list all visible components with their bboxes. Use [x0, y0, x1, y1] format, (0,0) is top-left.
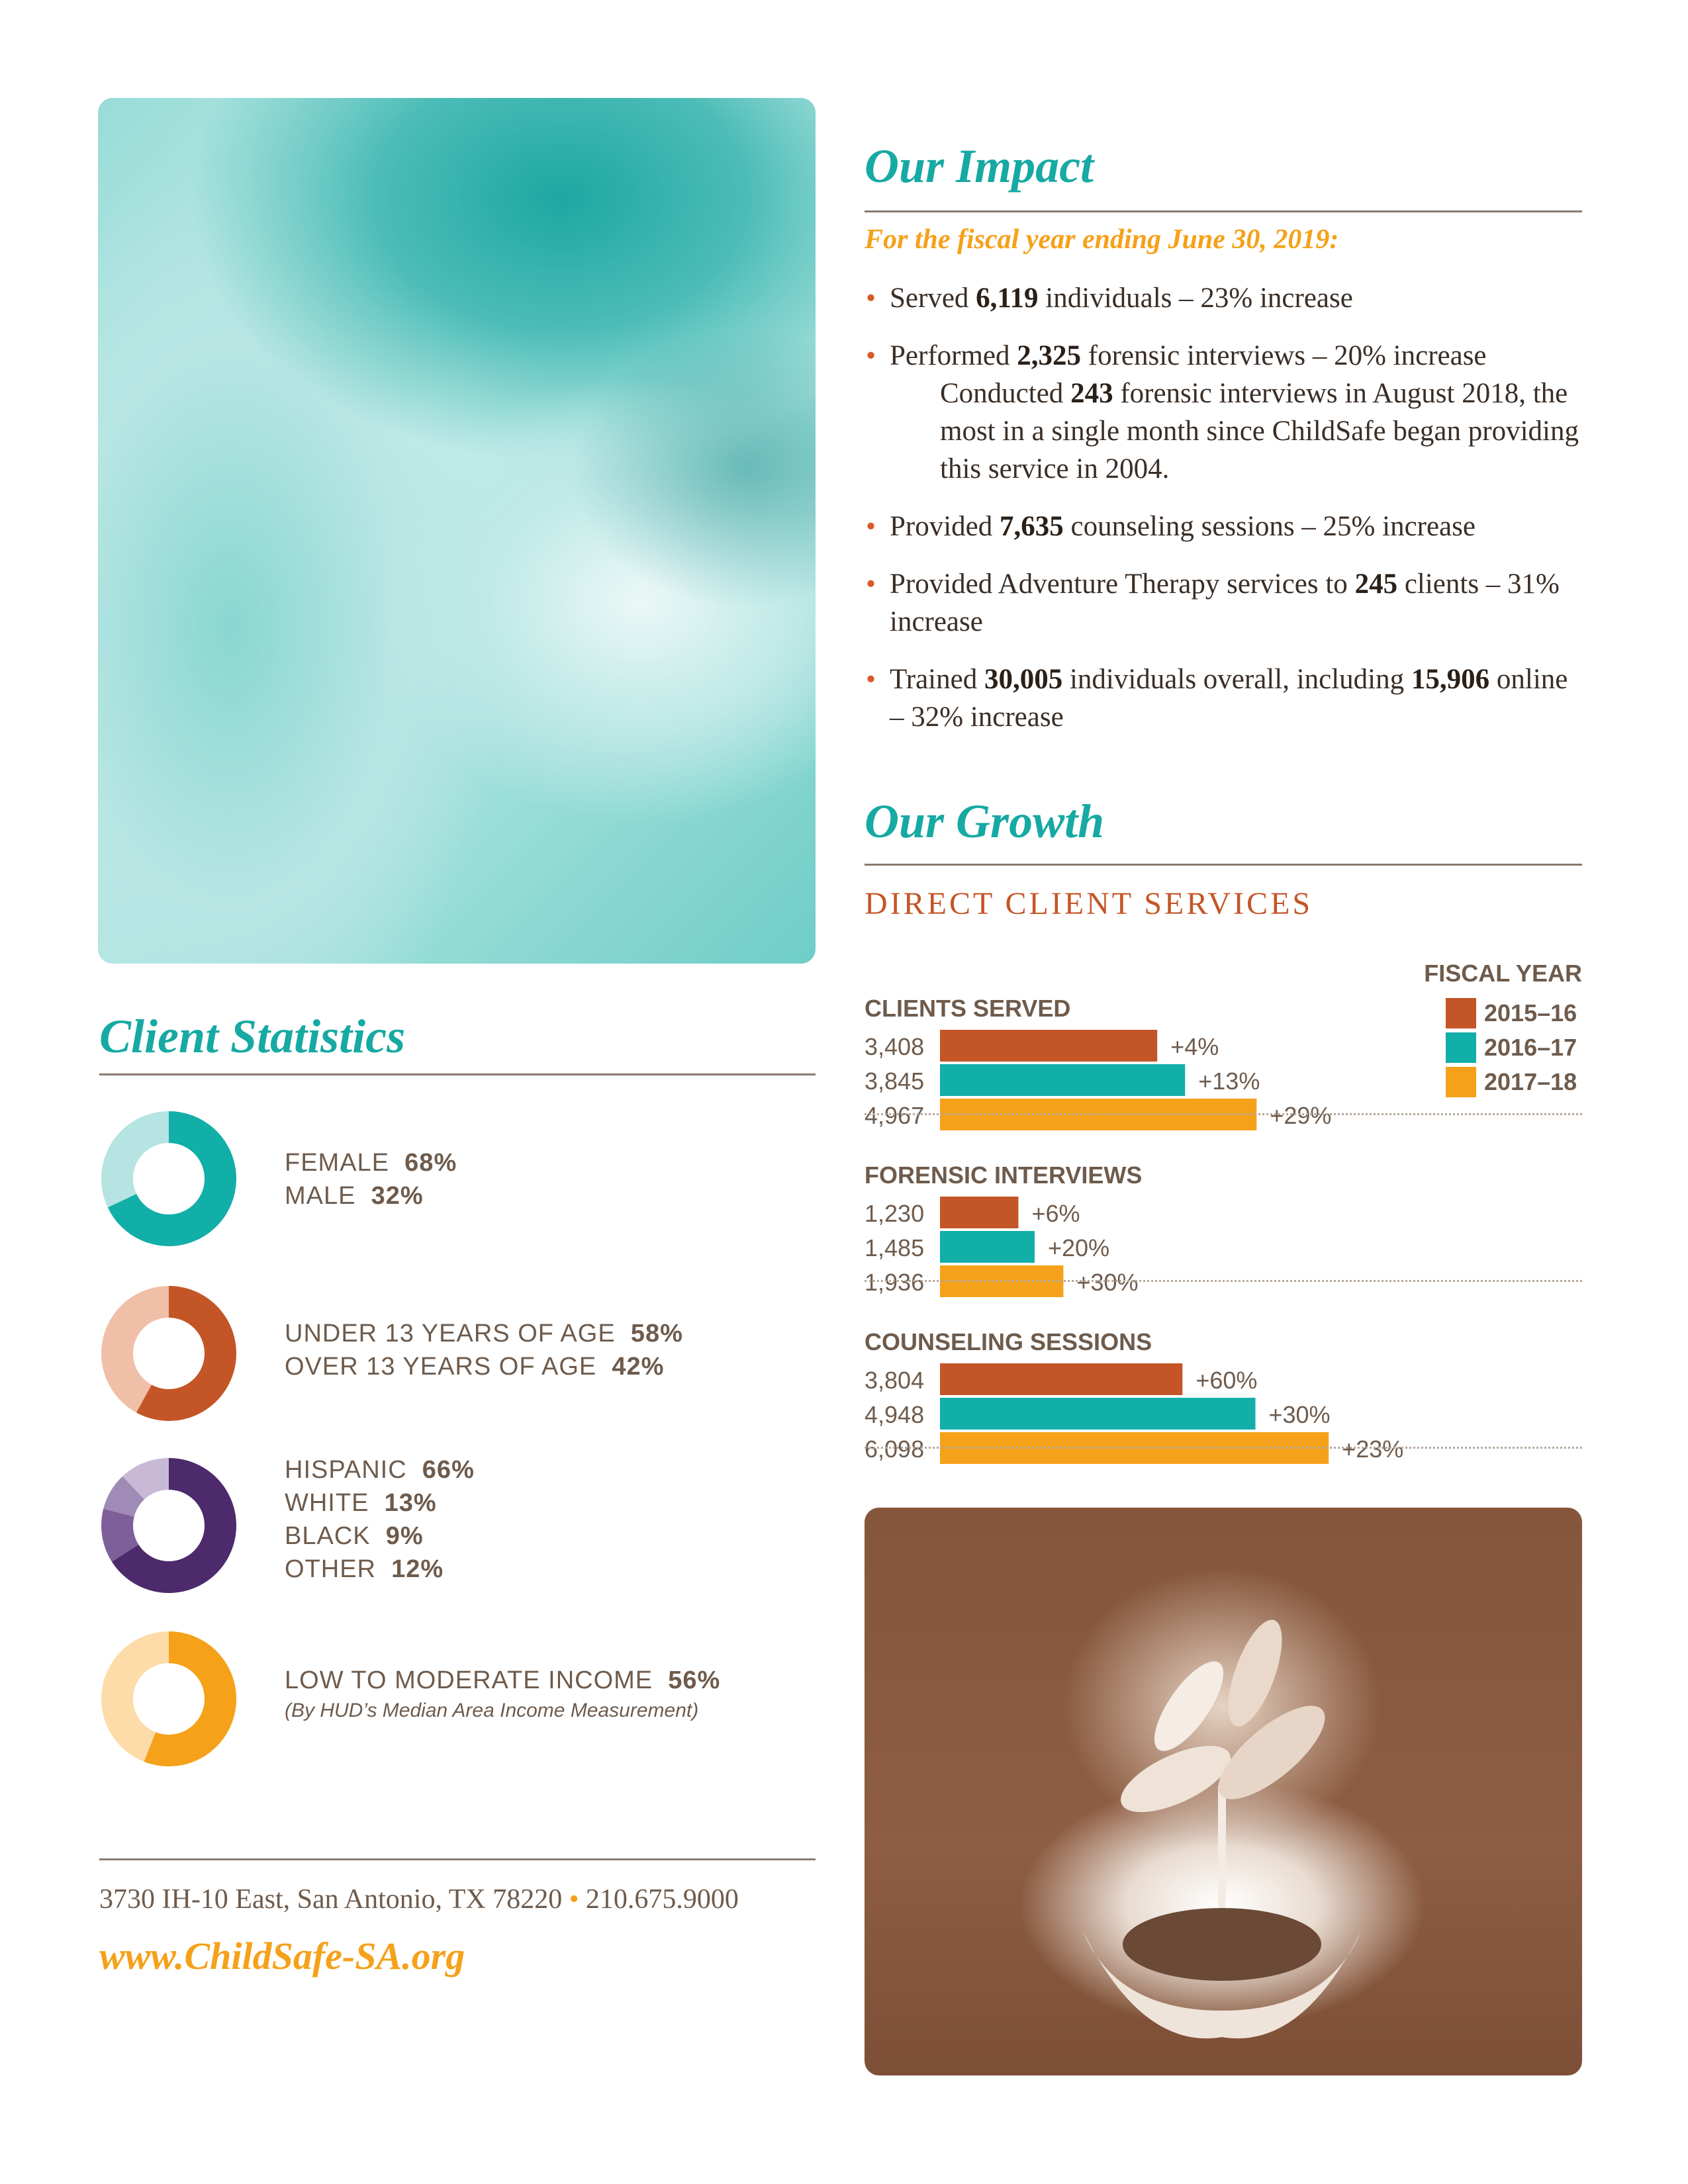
legend-swatch — [1446, 1032, 1476, 1063]
chart-change-label: +30% — [1268, 1401, 1331, 1428]
chart-value-label: 3,408 — [865, 1033, 925, 1060]
chart-group-label: FORENSIC INTERVIEWS — [865, 1161, 1143, 1189]
chart-group-label: COUNSELING SESSIONS — [865, 1328, 1152, 1355]
chart-value-label: 3,804 — [865, 1367, 925, 1394]
chart-separator — [865, 1113, 1582, 1115]
bullet-icon: • — [866, 283, 876, 314]
chart-change-label: +20% — [1048, 1234, 1110, 1261]
growth-divider — [865, 864, 1582, 866]
chart-bar — [940, 1363, 1182, 1395]
hands-seedling-photo — [865, 1508, 1582, 2075]
legend-item-2015: 2015–16 — [1446, 998, 1577, 1028]
chart-bar — [940, 1030, 1157, 1062]
impact-item-trained: • Trained 30,005 individuals overall, including 15,906 online – 32% increase — [865, 660, 1586, 736]
chart-bar — [940, 1197, 1018, 1228]
chart-value-label: 1,230 — [865, 1200, 925, 1227]
chart-change-label: +4% — [1170, 1033, 1219, 1060]
contact-address-line: 3730 IH-10 East, San Antonio, TX 78220 • 210.675.9000 — [99, 1884, 739, 1915]
chart-change-label: +30% — [1076, 1269, 1139, 1296]
income-donut — [99, 1629, 238, 1768]
under-13-stat-line: UNDER 13 YEARS OF AGE 58% — [285, 1320, 683, 1347]
growth-title: Our Growth — [865, 795, 1105, 848]
chart-value-label: 4,967 — [865, 1102, 925, 1129]
website-link[interactable]: www.ChildSafe-SA.org — [99, 1934, 465, 1978]
impact-item-adventure: • Provided Adventure Therapy services to 245 clients – 31% increase — [865, 565, 1586, 641]
white-stat-line: WHITE 13% — [285, 1489, 437, 1517]
over-13-stat-line: OVER 13 YEARS OF AGE 42% — [285, 1353, 665, 1381]
chart-bar — [940, 1398, 1255, 1430]
legend-item-2017: 2017–18 — [1446, 1067, 1577, 1097]
legend-item-2016: 2016–17 — [1446, 1032, 1577, 1063]
impact-item-interviews: • Performed 2,325 forensic interviews – 20% increase Conducted 243 forensic interviews in August 2018, the most in a single month since ChildSafe began providing this service in 2004. — [865, 337, 1586, 488]
bullet-icon: • — [866, 511, 876, 542]
bullet-icon: • — [866, 569, 876, 600]
client-statistics-title: Client Statistics — [99, 1010, 406, 1063]
fiscal-year-subtitle: For the fiscal year ending June 30, 2019: — [865, 224, 1339, 255]
chart-value-label: 6,098 — [865, 1435, 925, 1463]
impact-title: Our Impact — [865, 140, 1094, 193]
child-portrait-photo — [98, 98, 816, 964]
chart-separator — [865, 1447, 1582, 1449]
chart-group-label: CLIENTS SERVED — [865, 995, 1071, 1022]
chart-separator — [865, 1280, 1582, 1282]
stats-divider — [99, 1073, 816, 1075]
chart-change-label: +13% — [1198, 1068, 1260, 1095]
chart-value-label: 1,936 — [865, 1269, 925, 1296]
hispanic-stat-line: HISPANIC 66% — [285, 1456, 475, 1484]
bullet-icon: • — [866, 664, 876, 695]
income-note: (By HUD’s Median Area Income Measurement) — [285, 1700, 699, 1721]
impact-item-served: • Served 6,119 individuals – 23% increase — [865, 279, 1586, 317]
ethnicity-donut — [99, 1456, 238, 1595]
chart-change-label: +60% — [1196, 1367, 1258, 1394]
chart-value-label: 3,845 — [865, 1068, 925, 1095]
chart-value-label: 1,485 — [865, 1234, 925, 1261]
legend-swatch — [1446, 998, 1476, 1028]
seedling-illustration — [865, 1508, 1582, 2075]
legend-swatch — [1446, 1067, 1476, 1097]
income-stat-line: LOW TO MODERATE INCOME 56% — [285, 1666, 721, 1694]
direct-client-services-chart — [865, 993, 1407, 1469]
bullet-icon: • — [866, 340, 876, 371]
chart-change-label: +6% — [1031, 1200, 1080, 1227]
chart-change-label: +23% — [1342, 1435, 1404, 1463]
female-stat-line: FEMALE 68% — [285, 1149, 457, 1177]
age-donut — [99, 1284, 238, 1423]
impact-list — [865, 279, 1586, 756]
gender-donut — [99, 1109, 238, 1248]
interviews-note: Conducted 243 forensic interviews in August 2018, the most in a single month since ChildSafe began providing this service in 2004. — [940, 378, 1579, 484]
impact-item-counseling: • Provided 7,635 counseling sessions – 25% increase — [865, 508, 1586, 545]
donut-slice — [101, 1111, 169, 1207]
direct-client-services-heading: DIRECT CLIENT SERVICES — [865, 886, 1313, 921]
black-stat-line: BLACK 9% — [285, 1522, 424, 1550]
legend-title: FISCAL YEAR — [1424, 960, 1582, 987]
chart-change-label: +29% — [1270, 1102, 1332, 1129]
chart-bar — [940, 1064, 1185, 1096]
chart-bar — [940, 1231, 1035, 1263]
contact-divider — [99, 1858, 816, 1860]
other-stat-line: OTHER 12% — [285, 1555, 444, 1583]
male-stat-line: MALE 32% — [285, 1182, 424, 1210]
impact-divider — [865, 210, 1582, 212]
chart-value-label: 4,948 — [865, 1401, 925, 1428]
